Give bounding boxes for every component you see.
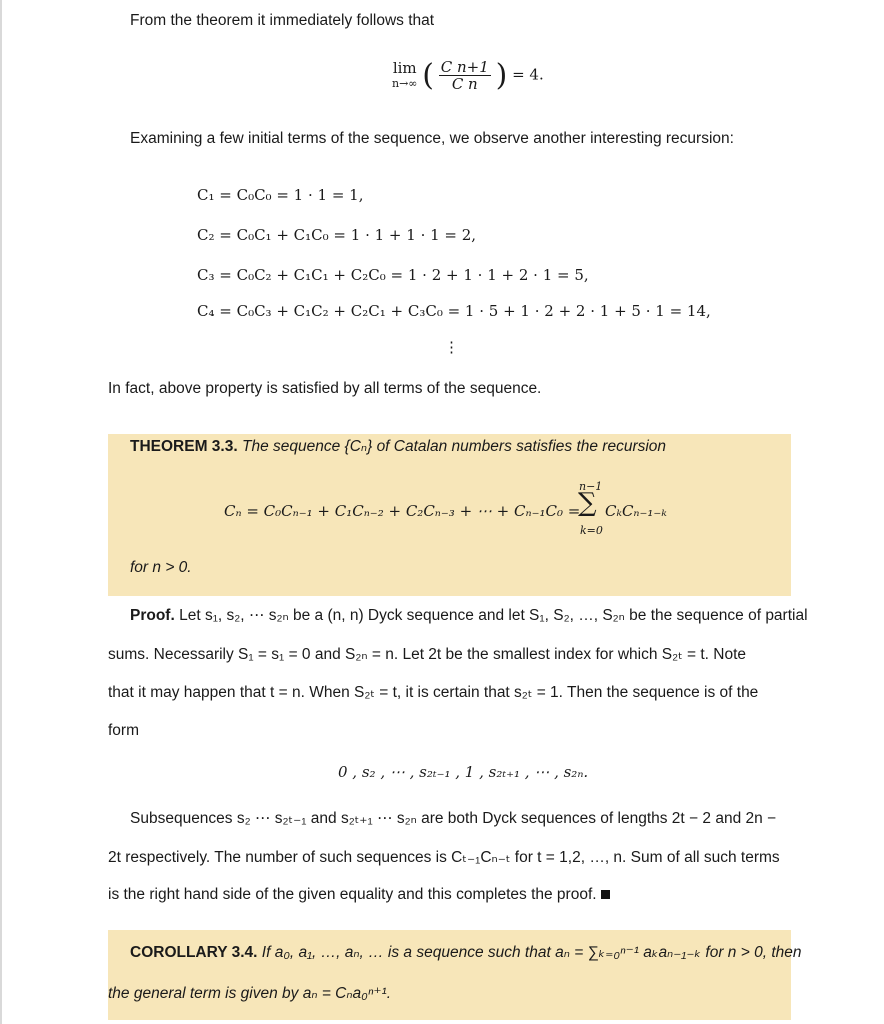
equation-c2: C₂ = C₀C₁ + C₁C₀ = 1 · 1 + 1 · 1 = 2, [197, 226, 477, 244]
theorem-label: THEOREM 3.3. [130, 438, 238, 455]
recursion-intro: Examining a few initial terms of the sequence, we observe another interesting recursion: [130, 130, 734, 147]
theorem-condition: for n > 0. [130, 559, 192, 576]
vertical-ellipsis: ⋮ [444, 338, 459, 356]
sum-upper-limit: n−1 [579, 480, 603, 493]
equation-c3: C₃ = C₀C₂ + C₁C₁ + C₂C₀ = 1 · 2 + 1 · 1 + 2 · 1 = 5, [197, 266, 589, 284]
corollary-line-1: If a₀, a₁, …, aₙ, … is a sequence such that aₙ = ∑ₖ₌₀ⁿ⁻¹ aₖaₙ₋₁₋ₖ for n > 0, then [261, 944, 802, 961]
corollary-label: COROLLARY 3.4. [130, 944, 258, 961]
equation-c4: C₄ = C₀C₃ + C₁C₂ + C₂C₁ + C₃C₀ = 1 · 5 + 1 · 2 + 2 · 1 + 5 · 1 = 14, [197, 302, 711, 320]
corollary-heading [130, 943, 801, 962]
proof-label: Proof. [130, 607, 175, 624]
equation-c1: C₁ = C₀C₀ = 1 · 1 = 1, [197, 186, 364, 204]
proof-para2-line-3 [108, 886, 610, 904]
proof-display-sequence: 0 , s₂ , ⋯ , s₂ₜ₋₁ , 1 , s₂ₜ₊₁ , ⋯ , s₂ₙ. [338, 763, 589, 781]
limit-rhs: = 4. [512, 65, 544, 84]
proof-text-1: Let s₁, s₂, ⋯ s₂ₙ be a (n, n) Dyck sequence and let S₁, S₂, …, S₂ₙ be the sequence of partial [179, 607, 808, 624]
limit-numerator: C n+1 [440, 58, 489, 76]
lim-subscript: n→∞ [392, 76, 418, 90]
property-text: In fact, above property is satisfied by all terms of the sequence. [108, 380, 542, 397]
qed-square-icon [601, 890, 610, 899]
proof-line-3: that it may happen that t = n. When S₂ₜ = t, it is certain that s₂ₜ = 1. Then the sequence is of the [108, 684, 759, 701]
theorem-heading [130, 437, 666, 456]
proof-line-1 [130, 606, 808, 625]
summation-symbol: ∑ [578, 488, 597, 518]
proof-line-4: form [108, 722, 139, 739]
proof-para2-line-2: 2t respectively. The number of such sequences is Cₜ₋₁Cₙ₋ₜ for t = 1,2, …, n. Sum of all such terms [108, 849, 780, 866]
sum-lower-limit: k=0 [580, 524, 603, 537]
proof-para2-text-3: is the right hand side of the given equality and this completes the proof. [108, 886, 597, 903]
proof-para2-line-1: Subsequences s₂ ⋯ s₂ₜ₋₁ and s₂ₜ₊₁ ⋯ s₂ₙ are both Dyck sequences of lengths 2t − 2 and 2n − [130, 810, 777, 827]
corollary-line-2: the general term is given by aₙ = Cₙa₀ⁿ⁺¹. [108, 985, 392, 1002]
limit-denominator: C n [451, 75, 478, 93]
intro-text: From the theorem it immediately follows that [130, 12, 435, 29]
proof-line-2: sums. Necessarily S₁ = s₁ = 0 and S₂ₙ = n. Let 2t be the smallest index for which S₂ₜ = t. Note [108, 646, 747, 663]
theorem-equation: Cₙ = C₀Cₙ₋₁ + C₁Cₙ₋₂ + C₂Cₙ₋₃ + ⋯ + Cₙ₋₁C₀ = [224, 502, 581, 520]
sum-term: CₖCₙ₋₁₋ₖ [605, 502, 667, 520]
lim-operator: lim [392, 58, 417, 77]
page-left-border [0, 0, 2, 1024]
limit-equation: lim n→∞ ( $\frac{\text{C n+1}}{\text{C n}}$ ) = 4. [392, 58, 544, 93]
theorem-statement: The sequence {Cₙ} of Catalan numbers satisfies the recursion [241, 438, 667, 455]
